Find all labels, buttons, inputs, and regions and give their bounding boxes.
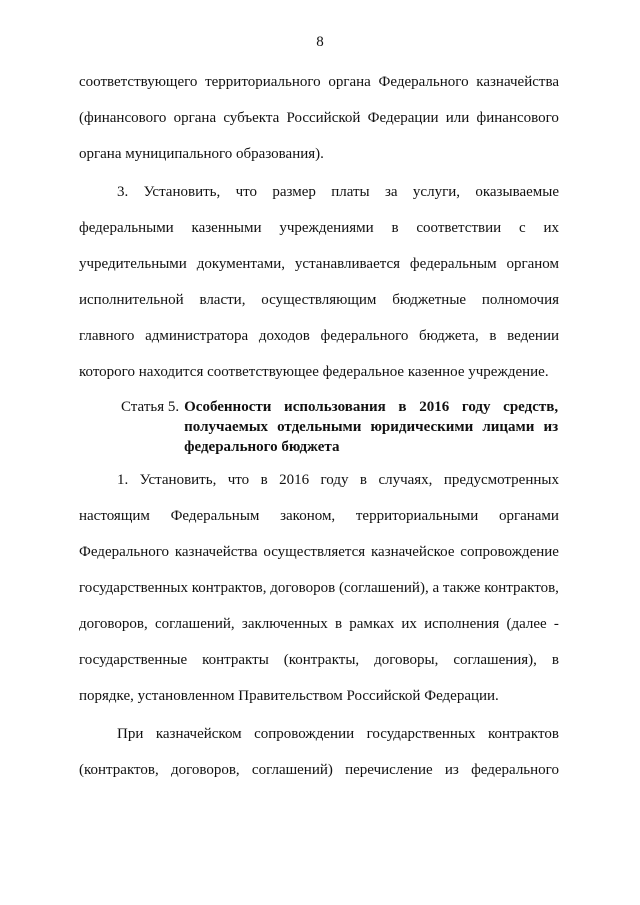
word: предусмотренных bbox=[443, 472, 559, 488]
word: в bbox=[359, 472, 368, 488]
word: в bbox=[334, 616, 343, 632]
paragraph-item-1 bbox=[79, 470, 559, 722]
word: или bbox=[445, 110, 470, 126]
word: контракты bbox=[202, 652, 269, 668]
word: федеральными bbox=[79, 220, 174, 236]
word: Установить, bbox=[139, 472, 217, 488]
word: что bbox=[227, 472, 250, 488]
text-line bbox=[79, 326, 559, 362]
word: соглашения), bbox=[453, 652, 537, 668]
word: ведении bbox=[507, 328, 559, 344]
word: учреждениями bbox=[279, 220, 374, 236]
word: услуги, bbox=[412, 184, 460, 200]
text-line bbox=[79, 760, 559, 796]
word: казначейском bbox=[155, 726, 242, 742]
word: перечисление bbox=[345, 762, 433, 778]
text-line: которого находится соответствующее федеральное казенное учреждение. bbox=[79, 364, 549, 380]
word: федерального bbox=[471, 762, 559, 778]
text-line bbox=[79, 578, 559, 614]
word: документами, bbox=[196, 256, 286, 272]
word: рамках bbox=[349, 616, 395, 632]
word: году bbox=[320, 472, 349, 488]
word: полномочия bbox=[481, 292, 559, 308]
text-line bbox=[79, 254, 559, 290]
word: власти, bbox=[199, 292, 246, 308]
word: (контракты, bbox=[283, 652, 360, 668]
word: При bbox=[117, 726, 144, 742]
word: казначейства bbox=[476, 74, 559, 90]
text-line bbox=[79, 470, 559, 506]
word: а bbox=[432, 580, 440, 596]
word: территориальными bbox=[355, 508, 479, 524]
word: сопровождении bbox=[254, 726, 355, 742]
word: за bbox=[384, 184, 398, 200]
text-line bbox=[79, 218, 559, 254]
word: соглашений, bbox=[154, 616, 235, 632]
word: платы bbox=[331, 184, 370, 200]
word: контрактов, bbox=[484, 580, 559, 596]
word: Федерального bbox=[79, 544, 170, 560]
word: бюджетные bbox=[392, 292, 467, 308]
word: учредительными bbox=[79, 256, 187, 272]
word: органом bbox=[506, 256, 559, 272]
word: также bbox=[442, 580, 481, 596]
text-line bbox=[79, 108, 559, 144]
word: (контрактов, bbox=[79, 762, 159, 778]
word: казначейское bbox=[371, 544, 455, 560]
word: контрактов, bbox=[191, 580, 267, 596]
word: настоящим bbox=[79, 508, 150, 524]
word: (соглашений), bbox=[338, 580, 429, 596]
word: доходов bbox=[258, 328, 310, 344]
word: исполнительной bbox=[79, 292, 184, 308]
text-line bbox=[79, 506, 559, 542]
word: федеральным bbox=[409, 256, 497, 272]
word: в bbox=[489, 328, 497, 344]
word: казенными bbox=[191, 220, 262, 236]
word: государственных bbox=[366, 726, 476, 742]
word: администратора bbox=[145, 328, 249, 344]
paragraph-treasury-support bbox=[79, 724, 559, 796]
word: договоров bbox=[270, 580, 336, 596]
word: Российской bbox=[286, 110, 361, 126]
word: Федерации bbox=[367, 110, 439, 126]
word: контрактов bbox=[487, 726, 559, 742]
word: Установить, bbox=[143, 184, 221, 200]
article-label: Статья 5. bbox=[121, 399, 180, 415]
word: что bbox=[235, 184, 257, 200]
word: их bbox=[543, 220, 559, 236]
word: государственных bbox=[79, 580, 188, 596]
word: размер bbox=[272, 184, 316, 200]
word: оказываемые bbox=[475, 184, 559, 200]
word: исполнения bbox=[424, 616, 500, 632]
paragraph-item-3 bbox=[79, 182, 559, 398]
text-line bbox=[79, 650, 559, 686]
word: договоров, bbox=[79, 616, 148, 632]
word: 2016 bbox=[279, 472, 310, 488]
word: осуществляющим bbox=[261, 292, 377, 308]
word: в bbox=[551, 652, 559, 668]
word: из bbox=[444, 762, 459, 778]
word: государственные bbox=[79, 652, 188, 668]
word: территориального bbox=[205, 74, 321, 90]
word: казначейства bbox=[174, 544, 258, 560]
article-title: Особенности использования в 2016 году средств, получаемых отдельными юридическими лицами из федерального бюджета bbox=[184, 399, 559, 455]
page-number: 8 bbox=[316, 34, 324, 50]
word: органа bbox=[173, 110, 217, 126]
word: (далее bbox=[506, 616, 547, 632]
word: законом, bbox=[280, 508, 336, 524]
word: органами bbox=[498, 508, 559, 524]
word: сопровождение bbox=[460, 544, 559, 560]
word: соглашений) bbox=[251, 762, 333, 778]
text-line bbox=[79, 614, 559, 650]
word: осуществляется bbox=[263, 544, 366, 560]
word: с bbox=[518, 220, 526, 236]
word: соответствующего bbox=[79, 74, 198, 90]
text-line: порядке, установленном Правительством Российской Федерации. bbox=[79, 688, 499, 704]
text-line bbox=[79, 542, 559, 578]
paragraph-continuation bbox=[79, 72, 559, 180]
article-heading bbox=[121, 397, 561, 457]
word: (финансового bbox=[79, 110, 167, 126]
word: их bbox=[401, 616, 417, 632]
word: заключенных bbox=[241, 616, 328, 632]
word: в bbox=[391, 220, 399, 236]
word: главного bbox=[79, 328, 135, 344]
word: договоры, bbox=[374, 652, 439, 668]
word: федерального bbox=[320, 328, 409, 344]
word: случаях, bbox=[378, 472, 433, 488]
text-line bbox=[79, 724, 559, 760]
text-line bbox=[79, 290, 559, 326]
word: договоров, bbox=[170, 762, 240, 778]
word: Федеральным bbox=[170, 508, 260, 524]
word: органа bbox=[328, 74, 371, 90]
word: - bbox=[553, 616, 559, 632]
word: Федерального bbox=[378, 74, 469, 90]
word: соответствии bbox=[416, 220, 502, 236]
word: финансового bbox=[476, 110, 559, 126]
text-line: органа муниципального образования). bbox=[79, 146, 324, 162]
text-line bbox=[79, 72, 559, 108]
word: субъекта bbox=[223, 110, 280, 126]
word: 3. bbox=[117, 184, 129, 200]
word: устанавливается bbox=[294, 256, 401, 272]
word: бюджета, bbox=[419, 328, 479, 344]
text-line bbox=[79, 182, 559, 218]
word: 1. bbox=[117, 472, 129, 488]
word: в bbox=[260, 472, 268, 488]
